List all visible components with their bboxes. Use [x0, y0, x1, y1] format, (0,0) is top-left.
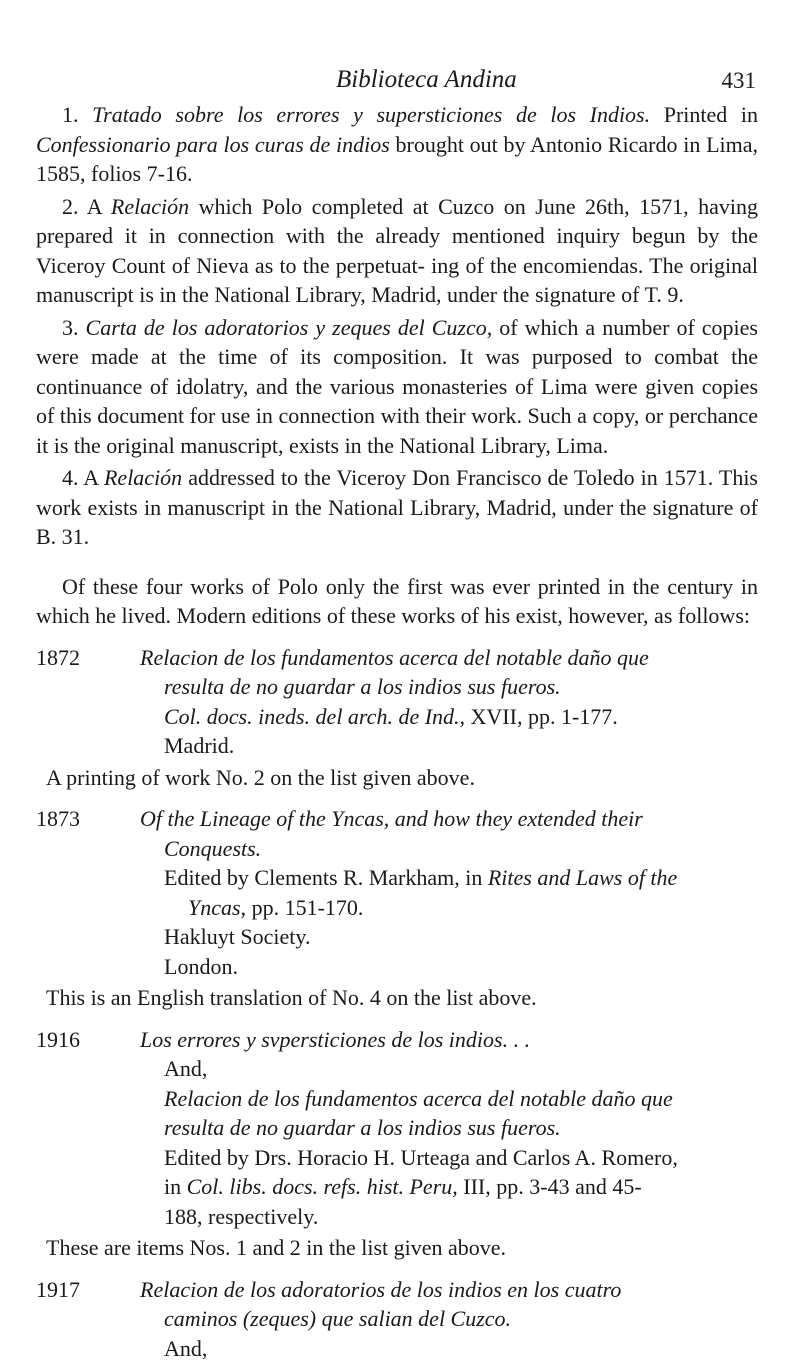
edition-year: 1873 — [36, 804, 80, 834]
page-number: 431 — [722, 68, 757, 94]
edition-editor-cont: 188, respectively. — [140, 1202, 758, 1232]
running-title: Biblioteca Andina — [336, 66, 517, 94]
edition-title-cont — [140, 672, 758, 702]
edition-note: These are items Nos. 1 and 2 in the list given above. — [36, 1233, 758, 1263]
edition-place: Madrid. — [140, 731, 758, 761]
edition-title-line: caminos (zeques) que salian del Cuzco. — [164, 1306, 511, 1331]
intro-paragraph: Of these four works of Polo only the first was ever printed in the century in which he lived. Modern editions of these works of his exist, however, as follows: — [36, 572, 758, 631]
item-pre: A — [83, 465, 104, 490]
edition-editor-cont — [140, 893, 758, 923]
edition-title-cont — [140, 834, 758, 864]
item-pre: A — [87, 194, 111, 219]
item-italic: Confessionario para los curas de indios — [36, 132, 390, 157]
running-head — [36, 60, 758, 100]
edition-title-cont — [140, 1304, 758, 1334]
edition-editor: Edited by Drs. Horacio H. Urteaga and Carlos A. Romero, — [140, 1143, 758, 1173]
numbered-item-4 — [36, 463, 758, 552]
item-title: Relación — [104, 465, 182, 490]
edition-pages: pp. 151-170. — [246, 895, 363, 920]
edition-book-title: Rites and Laws of the — [488, 865, 677, 890]
edition-series — [140, 702, 758, 732]
item-text: addressed to the Viceroy Don Francisco de Toledo in 1571. This work exists in manuscript in the National Library, Madrid, under the signature of B. 31. — [36, 465, 758, 549]
page — [36, 60, 758, 1363]
edition-year: 1916 — [36, 1025, 80, 1055]
edition-year: 1917 — [36, 1275, 80, 1305]
edition-series-title: Col. libs. docs. refs. hist. Peru, — [187, 1174, 458, 1199]
edition-title-line: Los errores y svpersticiones de los indios. . . — [140, 1027, 530, 1052]
item-text: of which a number of copies were made at the time of its composition. It was purposed to combat the continuance of idolatry, and the various monasteries of Lima were given copies of this document for use in connection with their work. Such a copy, or perchance it is the original manuscript, exists in the National Library, Lima. — [36, 315, 758, 458]
edition-editor-text: Edited by Clements R. Markham, in — [164, 865, 488, 890]
edition-place: London. — [140, 952, 758, 982]
edition-editor — [140, 863, 758, 893]
edition-title-line: Of the Lineage of the Yncas, and how they extended their — [140, 806, 643, 831]
edition-series-title: Col. docs. ineds. del arch. de Ind., — [164, 704, 465, 729]
item-number: 4. — [62, 465, 79, 490]
edition-title-2-cont — [140, 1113, 758, 1143]
edition-title — [140, 804, 758, 834]
edition-entry-1917 — [36, 1275, 758, 1363]
edition-title-line: Relacion de los fundamentos acerca del notable daño que — [164, 1086, 673, 1111]
edition-title-line: resulta de no guardar a los indios sus fueros. — [164, 1115, 561, 1140]
edition-title-line: Conquests. — [164, 836, 261, 861]
edition-entry-1873 — [36, 804, 758, 981]
item-text: Printed in — [650, 102, 758, 127]
edition-note: This is an English translation of No. 4 on the list above. — [36, 983, 758, 1013]
edition-title-2 — [140, 1084, 758, 1114]
edition-title — [140, 643, 758, 673]
item-number: 3. — [62, 315, 79, 340]
edition-pages: XVII, pp. 1-177. — [465, 704, 618, 729]
numbered-item-3 — [36, 313, 758, 461]
edition-note: A printing of work No. 2 on the list given above. — [36, 763, 758, 793]
edition-entry-1872 — [36, 643, 758, 761]
edition-title-line: Relacion de los adoratorios de los indios en los cuatro — [140, 1277, 621, 1302]
item-title: Carta de los adoratorios y zeques del Cuzco, — [86, 315, 493, 340]
numbered-item-1 — [36, 100, 758, 189]
edition-title — [140, 1025, 758, 1055]
edition-title-line: resulta de no guardar a los indios sus fueros. — [164, 674, 561, 699]
edition-year: 1872 — [36, 643, 80, 673]
item-number: 2. — [62, 194, 79, 219]
item-text: which Polo completed at Cuzco on June 26th, 1571, having prepared it in connection with the already mentioned inquiry begun by the Viceroy Count of Nieva as to the perpetuat- ing of the encomiendas. The original manuscript is in the National Library, Madrid, under the signature of T. 9. — [36, 194, 758, 308]
edition-book-title: Yncas, — [188, 895, 246, 920]
numbered-item-2 — [36, 192, 758, 310]
edition-editor-cont — [140, 1172, 758, 1202]
edition-editor-text: in — [164, 1174, 187, 1199]
item-number: 1. — [62, 102, 79, 127]
edition-and: And, — [140, 1334, 758, 1363]
edition-pages: III, pp. 3-43 and 45- — [458, 1174, 642, 1199]
item-title: Tratado sobre los errores y supersticiones de los Indios. — [92, 102, 650, 127]
item-title: Relación — [111, 194, 189, 219]
item-text: brought out by Antonio Ricardo in Lima, 1585, folios 7-16. — [36, 132, 758, 187]
edition-title — [140, 1275, 758, 1305]
edition-title-line: Relacion de los fundamentos acerca del notable daño que — [140, 645, 649, 670]
edition-entry-1916 — [36, 1025, 758, 1232]
edition-and: And, — [140, 1054, 758, 1084]
edition-publisher: Hakluyt Society. — [140, 922, 758, 952]
